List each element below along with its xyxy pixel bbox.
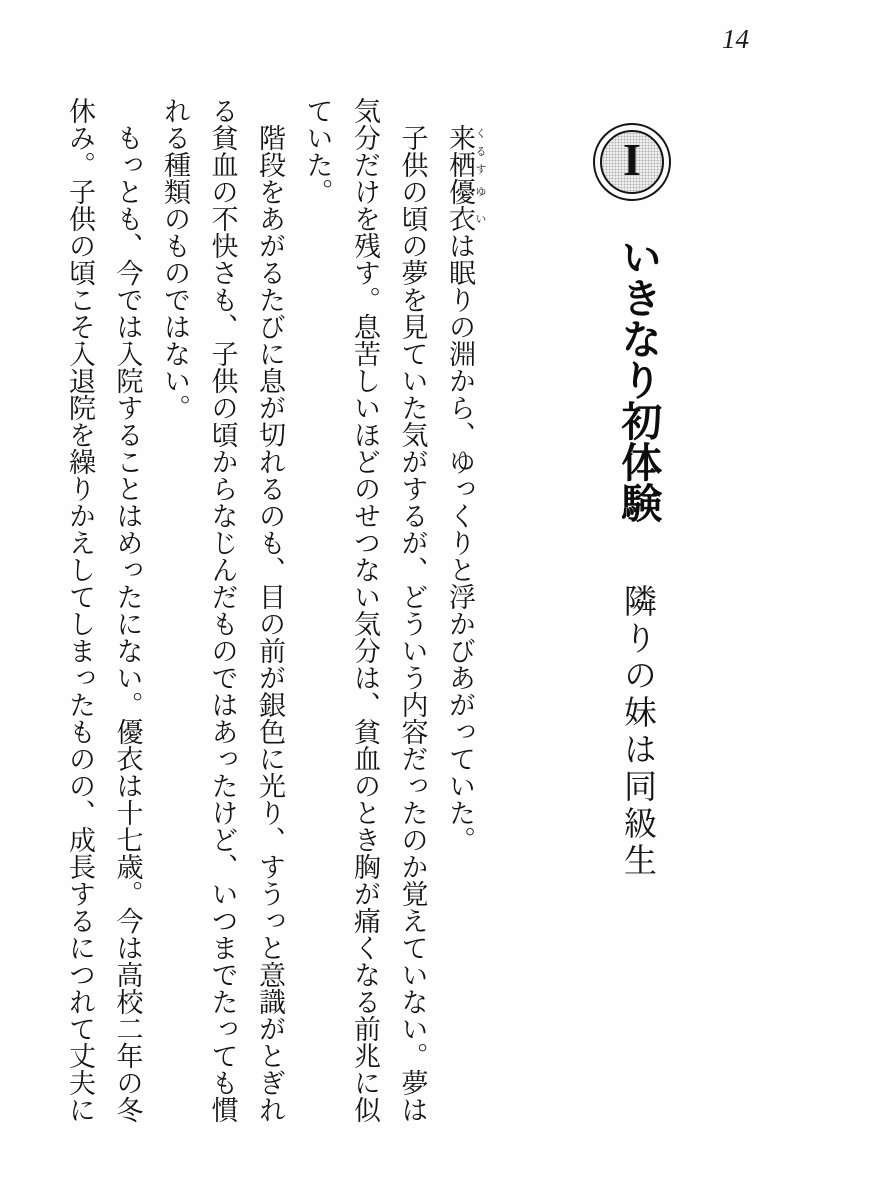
chapter-marker: I [623, 134, 641, 185]
page-number: 14 [722, 24, 749, 54]
furigana-ruby: 優衣 ゆい [445, 178, 486, 232]
chapter-title: いきなり初体験 [615, 236, 662, 523]
paragraph: 階段をあがるたびに息が切れるのも、目の前が銀色に光り、すうっと意識がとぎれる貧血の不快さも、子供の頃からなじんだものではあったけど、いつまでたっても慣れる種類のものではない。 [160, 97, 285, 1123]
chapter-subtitle: 隣りの妹は同級生 [618, 584, 655, 880]
chapter-number-circle-icon [593, 123, 671, 201]
paragraph: 子供の頃の夢を見ていた気がするが、どういう内容だったのか覚えていない。夢は気分だけを残す。息苦しいほどのせつない気分は、貧血のとき胸が痛くなる前兆に似ていた。 [302, 97, 428, 1123]
body-text [58, 97, 486, 1137]
chapter-number-circle-inner [600, 130, 664, 194]
paragraph: 来栖 くるす優衣 ゆいは眠りの淵から、ゆっくりと浮かびあがっていた。 [445, 124, 486, 853]
paragraph: もっとも、今では入院することはめったにない。優衣は十七歳。今は高校二年の冬休み。子供の頃こそ入退院を繰りかえしてしまったものの、成長するにつれて丈夫に [65, 97, 143, 1123]
furigana-ruby: 来栖 くるす [445, 124, 486, 178]
